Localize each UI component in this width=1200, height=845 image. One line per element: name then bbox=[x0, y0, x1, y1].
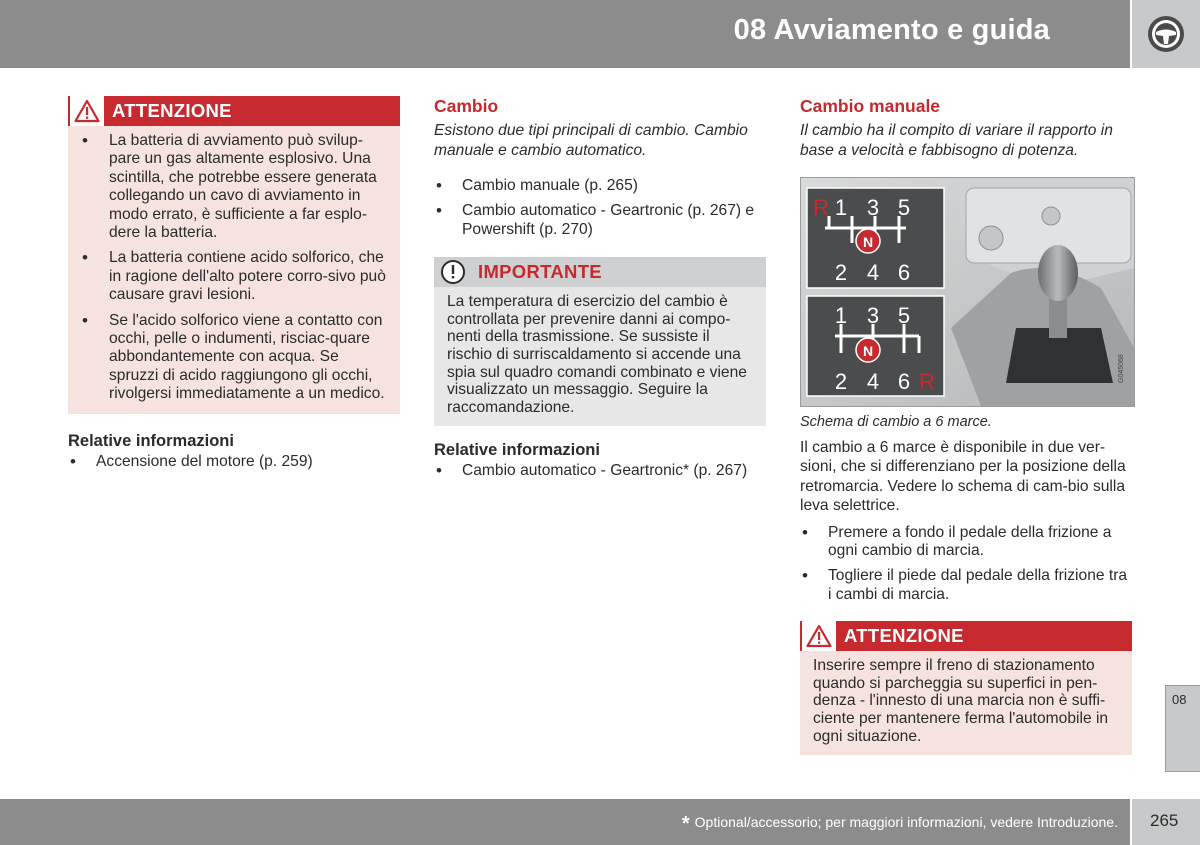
section-title-cambio-manuale: Cambio manuale bbox=[800, 96, 941, 116]
list-item: • La batteria contiene acido solforico, che in ragione dell'alto potere corro-sivo può causare gravi lesioni. bbox=[82, 249, 386, 304]
figure-code: G045068 bbox=[1118, 354, 1125, 383]
chapter-icon-box bbox=[1132, 0, 1200, 68]
related-info-title: Relative informazioni bbox=[68, 431, 234, 450]
column-right bbox=[800, 96, 1132, 755]
page-number-box bbox=[1132, 799, 1200, 845]
shift-label: 5 bbox=[897, 303, 911, 328]
warning-header bbox=[68, 96, 400, 126]
footer-note bbox=[682, 813, 1118, 836]
chapter-title: 08 Avviamento e guida bbox=[733, 14, 1050, 46]
column-middle bbox=[434, 96, 766, 488]
shift-label: 4 bbox=[866, 369, 880, 394]
warning-body bbox=[68, 126, 400, 404]
shift-label: 1 bbox=[834, 195, 848, 220]
instruction-list bbox=[800, 524, 1132, 605]
shift-pattern-r-right bbox=[807, 296, 944, 396]
neutral-label: N bbox=[862, 234, 874, 250]
footer-bar bbox=[0, 799, 1130, 845]
warning-title: ATTENZIONE bbox=[112, 100, 232, 121]
important-box bbox=[434, 257, 766, 426]
warning-box bbox=[68, 96, 400, 414]
side-tab-label: 08 bbox=[1172, 692, 1187, 707]
header-bar bbox=[0, 0, 1130, 68]
important-exclamation-icon bbox=[436, 257, 470, 287]
section-title-cambio: Cambio bbox=[434, 96, 499, 116]
gear-shift-illustration bbox=[801, 178, 1134, 406]
related-info-list bbox=[68, 453, 400, 471]
shift-label: 1 bbox=[834, 303, 848, 328]
warning-list bbox=[82, 132, 386, 404]
column-left bbox=[68, 96, 400, 478]
gear-shift-figure bbox=[800, 177, 1135, 407]
cambio-list bbox=[434, 177, 766, 239]
section-intro: Esistono due tipi principali di cambio. Cambio manuale e cambio automatico. bbox=[434, 122, 748, 159]
shift-label: 2 bbox=[834, 260, 848, 285]
footnote-text: Optional/accessorio; per maggiori informazioni, vedere Introduzione. bbox=[694, 814, 1118, 830]
shift-label: 2 bbox=[834, 369, 848, 394]
shift-label: R bbox=[813, 195, 829, 220]
shift-label: 3 bbox=[866, 195, 880, 220]
important-header bbox=[434, 257, 766, 287]
related-info-list bbox=[434, 462, 766, 480]
related-link[interactable]: • Cambio automatico - Geartronic* (p. 267) bbox=[434, 462, 766, 480]
shift-label: 5 bbox=[897, 195, 911, 220]
warning-text: Inserire sempre il freno di stazionamento quando si parcheggia su superfici in pen-denza - l'innesto di una marcia non è suffi-ciente per mantenere ferma l'automobile in ogni situazione. bbox=[813, 657, 1109, 745]
warning-box bbox=[800, 621, 1132, 755]
related-link[interactable]: • Accensione del motore (p. 259) bbox=[68, 453, 400, 471]
chapter-side-tab[interactable] bbox=[1165, 685, 1200, 772]
warning-triangle-icon bbox=[70, 96, 104, 126]
list-item: • La batteria di avviamento può svilup-pare un gas altamente esplosivo. Una scintilla, che potrebbe essere generata collegando un cavo di avviamento in modo errato, è sufficiente a far esplo-dere la batteria. bbox=[82, 132, 386, 242]
shift-label: R bbox=[919, 369, 935, 394]
important-text: La temperatura di esercizio del cambio è controllata per prevenire danni ai compo-nenti della trasmissione. Se sussiste il rischio di surriscaldamento si accende una spia sul quadro comandi combinato e viene visualizzato un messaggio. Seguire la raccomandazione. bbox=[447, 293, 747, 416]
warning-title: ATTENZIONE bbox=[844, 625, 964, 647]
shift-label: 6 bbox=[897, 260, 911, 285]
section-intro: Il cambio ha il compito di variare il rapporto in base a velocità e fabbisogno di potenza. bbox=[800, 122, 1113, 159]
related-info-section bbox=[68, 432, 400, 471]
list-item: • Premere a fondo il pedale della frizione a ogni cambio di marcia. bbox=[800, 524, 1132, 561]
warning-body bbox=[800, 651, 1132, 745]
page-number: 265 bbox=[1150, 811, 1179, 830]
shift-pattern-r-left bbox=[807, 188, 944, 288]
important-title: IMPORTANTE bbox=[478, 261, 602, 283]
footnote-star: * bbox=[681, 813, 690, 835]
warning-header bbox=[800, 621, 1132, 651]
shift-label: 4 bbox=[866, 260, 880, 285]
important-body bbox=[434, 287, 766, 416]
list-item: • Togliere il piede dal pedale della frizione tra i cambi di marcia. bbox=[800, 567, 1132, 604]
figure-caption: Schema di cambio a 6 marce. bbox=[800, 414, 992, 430]
related-info-title: Relative informazioni bbox=[434, 441, 600, 460]
shift-label: 6 bbox=[897, 369, 911, 394]
cambio-link[interactable]: • Cambio automatico - Geartronic (p. 267) e Powershift (p. 270) bbox=[434, 202, 766, 239]
neutral-label: N bbox=[862, 343, 874, 359]
warning-triangle-icon bbox=[802, 621, 836, 651]
list-item: • Se l'acido solforico viene a contatto con occhi, pelle o indumenti, risciac-quare abbondantemente con acqua. Se spruzzi di acido raggiungono gli occhi, rivolgersi immediatamente a un medico. bbox=[82, 312, 386, 404]
steering-wheel-icon bbox=[1146, 14, 1186, 54]
shift-label: 3 bbox=[866, 303, 880, 328]
related-info-section bbox=[434, 441, 766, 480]
cambio-link[interactable]: • Cambio manuale (p. 265) bbox=[434, 177, 766, 195]
body-text: Il cambio a 6 marce è disponibile in due ver-sioni, che si differenziano per la posizione della retromarcia. Vedere lo schema di cam-bio sulla leva selettrice. bbox=[800, 439, 1126, 515]
